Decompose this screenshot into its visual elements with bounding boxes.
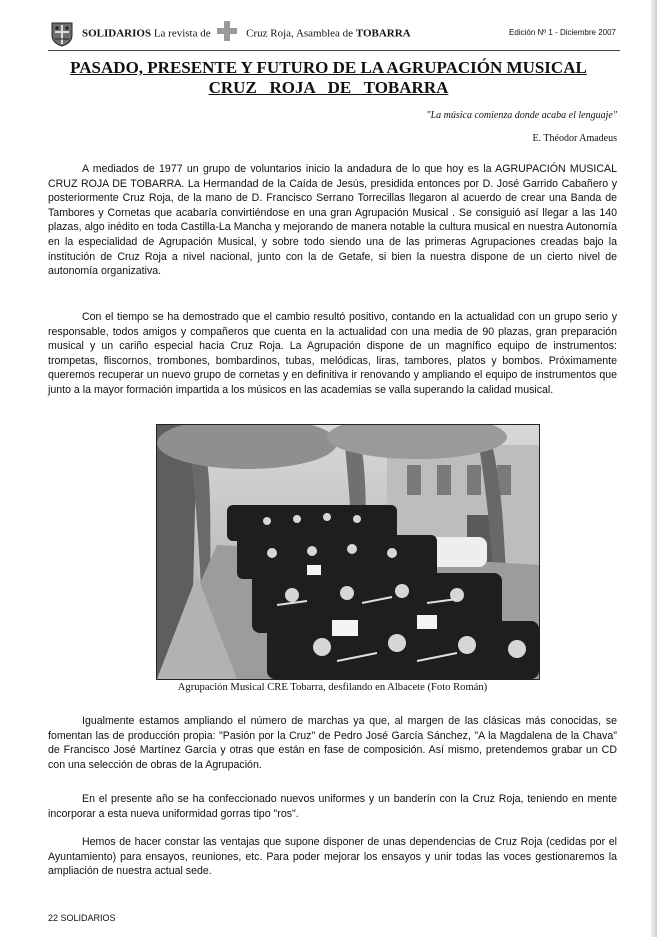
header-masthead	[82, 27, 411, 41]
brand-name: SOLIDARIOS	[82, 27, 152, 40]
article-title	[30, 58, 627, 98]
title-line-2: CRUZ ROJA DE TOBARRA	[208, 78, 449, 97]
band-parade-photo	[156, 424, 540, 680]
header-rule	[48, 50, 620, 51]
epigraph-author: E. Théodor Amadeus	[532, 133, 617, 144]
paragraph: Igualmente estamos ampliando el número de marchas ya que, al margen de las clásicas más conocidas, se fomentan las de producción propia: "Pasión por la Cruz" de Pedro José García Sánchez, "A la Magdalena de la Chava" de Francisco José Martínez García y otras que están en fase de composición. Así mismo, pretendemos grabar un CD con una selección de obras de la Agrupación.	[48, 715, 617, 771]
page-header	[48, 20, 620, 48]
page-edge	[651, 0, 657, 937]
masthead-text: La revista de	[153, 27, 211, 40]
crest-icon	[48, 20, 76, 48]
edition-info: Edición Nº 1 - Diciembre 2007	[509, 28, 616, 37]
paragraph: Hemos de hacer constar las ventajas que supone disponer de unas dependencias de Cruz Roja (cedidas por el Ayuntamiento) para ensayos, reuniones, etc. Para poder mejorar los ensayos y unir todas las voces gestionaremos la ampliación de nuestra actual sede.	[48, 836, 617, 878]
masthead-org: Cruz Roja, Asamblea de	[246, 27, 354, 40]
epigraph-quote: "La música comienza donde acaba el lenguaje"	[426, 110, 617, 121]
paragraph: Con el tiempo se ha demostrado que el cambio resultó positivo, contando en la actualidad con un grupo serio y responsable, todos amigos y compañeros que cuenta en la actualidad con una media de 90 plazas, gran preparación musical y un cariño especial hacia Cruz Roja. La Agrupación dispone de un magnífico equipo de instrumentos: trompetas, fliscornos, trombones, bombardinos, tubas, melódicas, liras, tambores, platos y bombos. Próximamente queremos recuperar un nuevo grupo de cornetas y en definitiva ir renovando y ampliando el equipo de instrumentos que junto a la mayor formación impartida a los músicos en las academias se valla superando la calidad musical.	[48, 311, 617, 396]
paragraph: A mediados de 1977 un grupo de voluntarios inicio la andadura de lo que hoy es la AGRUPACIÓN MUSICAL CRUZ ROJA DE TOBARRA. La Hermandad de la Caída de Jesús, presidida entonces por D. José Garrido Cabañero y posteriormente Cruz Roja, de la mano de D. Francisco Serrano Torrecillas llegaron al acuerdo de crear una Banda de Tambores y Cornetas que acabaría convirtiéndose en una gran Agrupación Musical . Se consiguió así llegar a las 140 plazas, algo inédito en toda Castilla-La Mancha y mejorando de manera notable la cultura musical en nuestra Autonomía en la especialidad de Agrupación Musical, y sobre todo siendo una de las primeras Agrupaciones creadas bajo la institución de Cruz Roja a nivel nacional, junto con la de Getafe, si bien la nuestra dispone de un cierto nivel de autonomía organizativa.	[48, 163, 617, 278]
photo-caption: Agrupación Musical CRE Tobarra, desfilando en Albacete (Foto Román)	[177, 682, 488, 693]
masthead-place: TOBARRA	[355, 27, 411, 40]
page-footer: 22 SOLIDARIOS	[48, 913, 116, 923]
paragraph: En el presente año se ha confeccionado nuevos uniformes y un banderín con la Cruz Roja, teniendo en mente incorporar a esta nueva uniformidad gorras tipo "ros".	[48, 793, 617, 820]
title-line-1: PASADO, PRESENTE Y FUTURO DE LA AGRUPACIÓN MUSICAL	[70, 58, 587, 77]
photo-image	[157, 425, 539, 679]
red-cross-icon	[217, 21, 237, 41]
